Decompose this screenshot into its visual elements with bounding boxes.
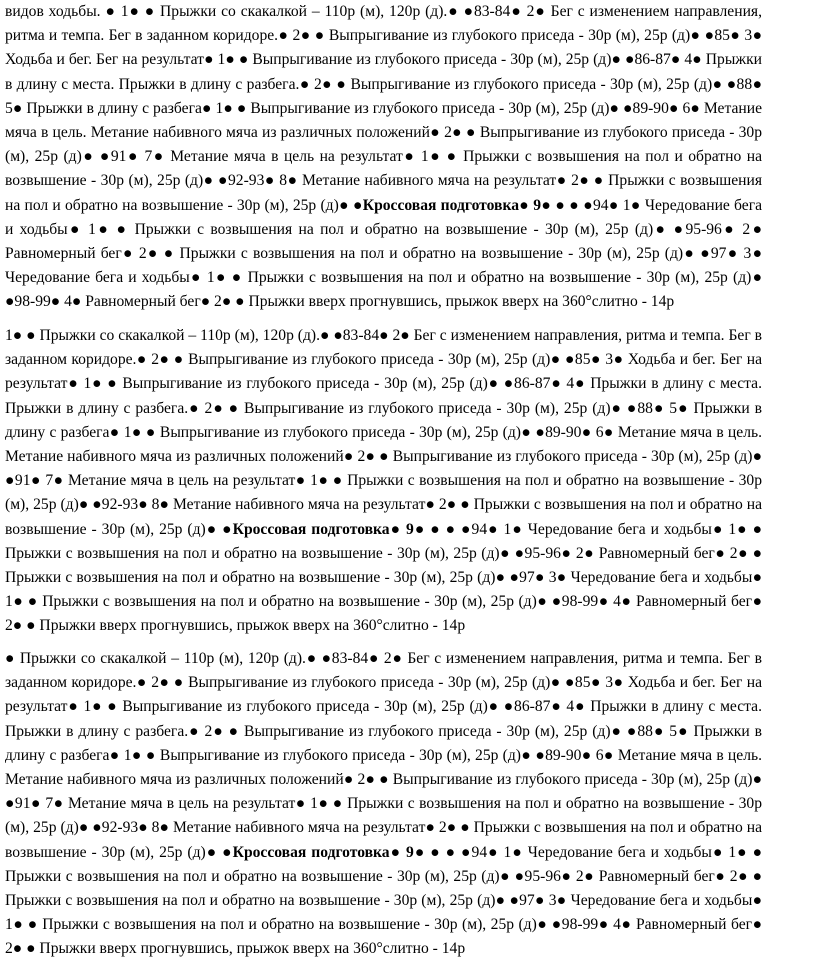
paragraph-2-text-a: 1● ● Прыжки со скакалкой – 110р (м), 120р (д).● ●83-84● 2● Бег с изменением направления, ритма и темпа. Бег в заданном коридоре.● 2● ● Выпрыгивание из глубокого приседа - 30р (м), 25р (д)● ●85● 3● Ходьба и бег. Бег на результат● 1● ● Выпрыгивание из глубокого приседа - 30р (м), 25р (д)● ●86-87● 4● Прыжки в длину с места. Прыжки в длину с разбега.● 2● ● Выпрыгивание из глубокого приседа - 30р (м), 25р (д)● ●88● 5● Прыжки в длину с разбега● 1● ● Выпрыгивание из глубокого приседа - 30р (м), 25р (д)● ●89-90● 6● Метание мяча в цель. Метание набивного мяча из различных положений● 2● ● Выпрыгивание из глубокого приседа - 30р (м), 25р (д)● ●91● 7● Метание мяча в цель на результат● 1● ● Прыжки с возвышения на пол и обратно на возвышение - 30р (м), 25р (д)● ●92-93● 8● Метание набивного мяча на результат● 2● ● Прыжки с возвышения на пол и обратно на возвышение - 30р (м), 25р (д)● ●	[5, 327, 762, 538]
paragraph-1-bold-heading: Кроссовая подготовка● 9	[362, 196, 542, 214]
paragraph-3	[5, 647, 762, 962]
paragraph-1-text-a: видов ходьбы. ● 1● ● Прыжки со скакалкой – 110р (м), 120р (д).● ●83-84● 2● Бег с изменением направления, ритма и темпа. Бег в заданном коридоре.● 2● ● Выпрыгивание из глубокого приседа - 30р (м), 25р (д)● ●85● 3● Ходьба и бег. Бег на результат● 1● ● Выпрыгивание из глубокого приседа - 30р (м), 25р (д)● ●86-87● 4● Прыжки в длину с места. Прыжки в длину с разбега.● 2● ● Выпрыгивание из глубокого приседа - 30р (м), 25р (д)● ●88● 5● Прыжки в длину с разбега● 1● ● Выпрыгивание из глубокого приседа - 30р (м), 25р (д)● ●89-90● 6● Метание мяча в цель. Метание набивного мяча из различных положений● 2● ● Выпрыгивание из глубокого приседа - 30р (м), 25р (д)● ●91● 7● Метание мяча в цель на результат● 1● ● Прыжки с возвышения на пол и обратно на возвышение - 30р (м), 25р (д)● ●92-93● 8● Метание набивного мяча на результат● 2● ● Прыжки с возвышения на пол и обратно на возвышение - 30р (м), 25р (д)● ●	[5, 3, 762, 214]
paragraph-2	[5, 324, 762, 639]
paragraph-3-bold-heading: Кроссовая подготовка● 9	[232, 843, 414, 861]
paragraph-3-text-b: ● ● ● ●94● 1● Чередование бега и ходьбы● 1● ● Прыжки с возвышения на пол и обратно на возвышение - 30р (м), 25р (д)● ●95-96● 2● Равномерный бег● 2● ● Прыжки с возвышения на пол и обратно на возвышение - 30р (м), 25р (д)● ●97● 3● Чередование бега и ходьбы● 1● ● Прыжки с возвышения на пол и обратно на возвышение - 30р (м), 25р (д)● ●98-99● 4● Равномерный бег● 2● ● Прыжки вверх прогнувшись, прыжок вверх на 360°слитно - 14р	[5, 843, 762, 958]
paragraph-1	[5, 0, 762, 315]
paragraph-2-bold-heading: Кроссовая подготовка● 9	[232, 520, 414, 538]
paragraph-1-text-b: ● ● ● ●94● 1● Чередование бега и ходьбы● 1● ● Прыжки с возвышения на пол и обратно на возвышение - 30р (м), 25р (д)● ●95-96● 2● Равномерный бег● 2● ● Прыжки с возвышения на пол и обратно на возвышение - 30р (м), 25р (д)● ●97● 3● Чередование бега и ходьбы● 1● ● Прыжки с возвышения на пол и обратно на возвышение - 30р (м), 25р (д)● ●98-99● 4● Равномерный бег● 2● ● Прыжки вверх прогнувшись, прыжок вверх на 360°слитно - 14р	[5, 196, 763, 311]
paragraph-2-text-b: ● ● ● ●94● 1● Чередование бега и ходьбы● 1● ● Прыжки с возвышения на пол и обратно на возвышение - 30р (м), 25р (д)● ●95-96● 2● Равномерный бег● 2● ● Прыжки с возвышения на пол и обратно на возвышение - 30р (м), 25р (д)● ●97● 3● Чередование бега и ходьбы● 1● ● Прыжки с возвышения на пол и обратно на возвышение - 30р (м), 25р (д)● ●98-99● 4● Равномерный бег● 2● ● Прыжки вверх прогнувшись, прыжок вверх на 360°слитно - 14р	[5, 520, 762, 635]
paragraph-3-text-a: ● Прыжки со скакалкой – 110р (м), 120р (д).● ●83-84● 2● Бег с изменением направления, ритма и темпа. Бег в заданном коридоре.● 2● ● Выпрыгивание из глубокого приседа - 30р (м), 25р (д)● ●85● 3● Ходьба и бег. Бег на результат● 1● ● Выпрыгивание из глубокого приседа - 30р (м), 25р (д)● ●86-87● 4● Прыжки в длину с места. Прыжки в длину с разбега.● 2● ● Выпрыгивание из глубокого приседа - 30р (м), 25р (д)● ●88● 5● Прыжки в длину с разбега● 1● ● Выпрыгивание из глубокого приседа - 30р (м), 25р (д)● ●89-90● 6● Метание мяча в цель. Метание набивного мяча из различных положений● 2● ● Выпрыгивание из глубокого приседа - 30р (м), 25р (д)● ●91● 7● Метание мяча в цель на результат● 1● ● Прыжки с возвышения на пол и обратно на возвышение - 30р (м), 25р (д)● ●92-93● 8● Метание набивного мяча на результат● 2● ● Прыжки с возвышения на пол и обратно на возвышение - 30р (м), 25р (д)● ●	[5, 650, 762, 861]
